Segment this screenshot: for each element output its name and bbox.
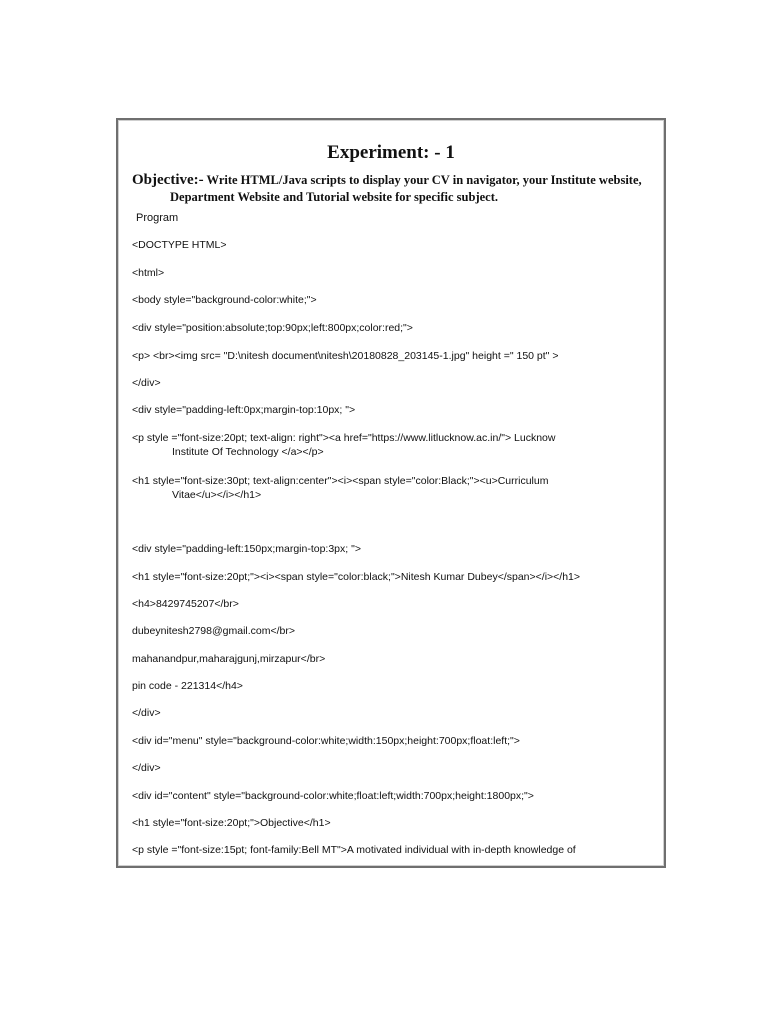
code-line-html-open: <html> (132, 267, 165, 279)
code-line-div-close-3: </div> (132, 762, 161, 774)
code-line-doctype: <DOCTYPE HTML> (132, 239, 227, 251)
code-line-phone: <h4>8429745207</br> (132, 598, 239, 610)
code-line-cv-heading (132, 474, 642, 502)
code-line-div-padding: <div style="padding-left:0px;margin-top:10px; "> (132, 404, 356, 416)
document-page (116, 118, 666, 868)
objective-label: Objective:- (132, 172, 204, 188)
code-line-email: dubeynitesh2798@gmail.com</br> (132, 625, 296, 637)
code-line-body: <body style="background-color:white;"> (132, 294, 317, 306)
code-line-cv-heading-part1: <h1 style="font-size:30pt; text-align:center"><i><span style="color:Black;"><u>Curriculum (132, 475, 549, 487)
program-label: Program (136, 212, 179, 224)
code-line-menu-div: <div id="menu" style="background-color:white;width:150px;height:700px;float:left;"> (132, 735, 520, 747)
code-line-address: mahanandpur,maharajgunj,mirzapur</br> (132, 653, 326, 665)
code-line-objective-heading: <h1 style="font-size:20pt;">Objective</h1> (132, 817, 331, 829)
code-line-div-close-2: </div> (132, 707, 161, 719)
objective-paragraph (132, 172, 642, 206)
code-line-institute-link-part2: Institute Of Technology </a></p> (172, 446, 324, 458)
experiment-title: Experiment: - 1 (327, 142, 455, 163)
code-line-name-heading: <h1 style="font-size:20pt;"><i><span style="color:black;">Nitesh Kumar Dubey</span></i></h1> (132, 571, 581, 583)
code-line-pincode: pin code - 221314</h4> (132, 680, 243, 692)
code-line-cv-heading-part2: Vitae</u></i></h1> (172, 489, 262, 501)
code-line-institute-link (132, 431, 642, 459)
code-line-div-padding-150: <div style="padding-left:150px;margin-top:3px; "> (132, 543, 361, 555)
code-line-objective-paragraph: <p style ="font-size:15pt; font-family:Bell MT">A motivated individual with in-depth knowledge of (132, 844, 576, 856)
objective-text-line1: Write HTML/Java scripts to display your CV in navigator, your Institute website, (203, 173, 642, 187)
objective-text-line2: Department Website and Tutorial website for specific subject. (170, 190, 498, 204)
code-line-content-div: <div id="content" style="background-color:white;float:left;width:700px;height:1800px;"> (132, 790, 534, 802)
code-line-institute-link-part1: <p style ="font-size:20pt; text-align: right"><a href="https://www.litlucknow.ac.in/"> Lucknow (132, 432, 556, 444)
code-line-div-close-1: </div> (132, 377, 161, 389)
code-line-div-absolute: <div style="position:absolute;top:90px;left:800px;color:red;"> (132, 322, 413, 334)
code-line-img: <p> <br><img src= "D:\nitesh document\nitesh\20180828_203145-1.jpg" height =" 150 pt" > (132, 350, 559, 362)
